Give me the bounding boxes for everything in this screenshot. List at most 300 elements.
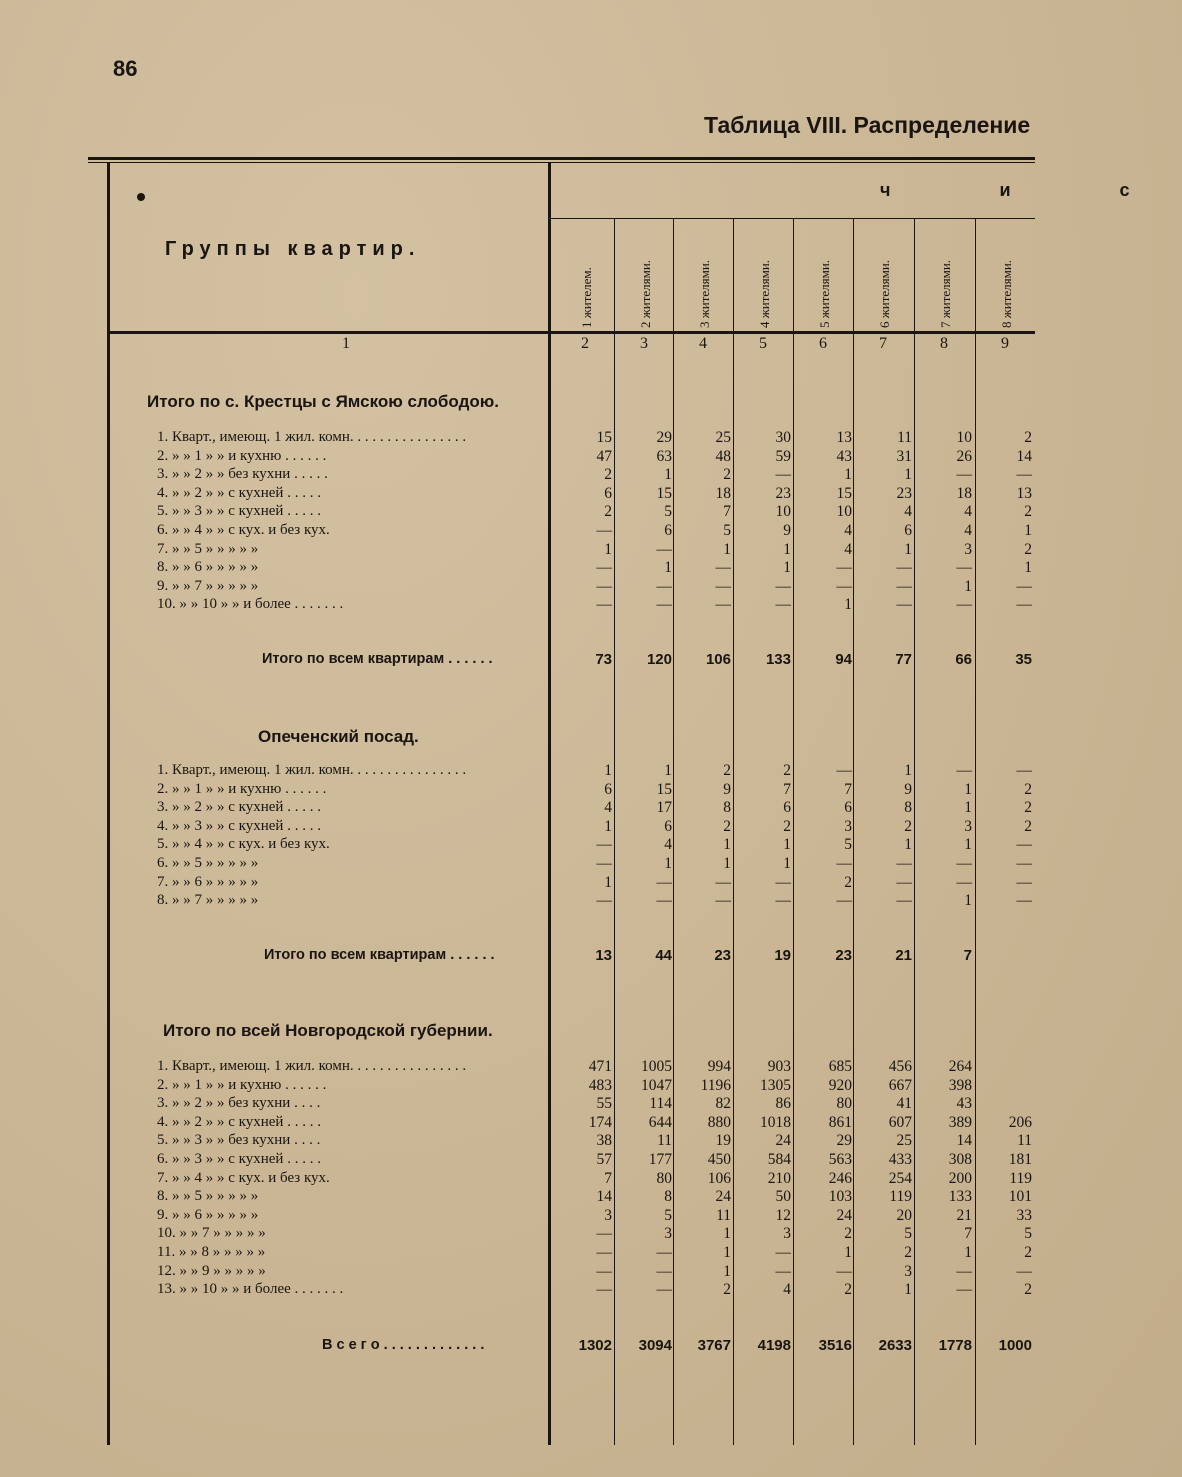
table-cell: — (956, 596, 972, 614)
table-cell: 7 (723, 503, 731, 521)
column-header-label: 3 жителями. (697, 259, 712, 328)
table-cell: 264 (948, 1058, 972, 1075)
table-cell: 11 (657, 1132, 672, 1150)
table-cell: 5 (664, 1206, 672, 1224)
table-cell: 1 (783, 540, 791, 558)
table-cell: 1305 (760, 1076, 791, 1094)
table-cell: 1 (723, 836, 731, 854)
top-rule-thin (88, 162, 1035, 163)
table-cell: 10 (956, 429, 972, 446)
table-cell: — (836, 892, 852, 910)
table-cell: — (956, 1281, 972, 1299)
column-header-label: 2 жителями. (638, 259, 653, 328)
table-cell: 2 (844, 1281, 852, 1299)
row-label: 8. » » 6 » » » » » (157, 559, 259, 576)
table-cell: 30 (775, 429, 791, 446)
table-cell: — (1016, 466, 1032, 484)
table-cell: — (656, 1281, 672, 1299)
table-cell: 86 (775, 1095, 791, 1113)
table-cell: 23 (775, 484, 791, 502)
column-number: 6 (819, 335, 827, 352)
total-cell: 7 (963, 947, 972, 964)
table-cell: 33 (1016, 1206, 1032, 1224)
column-number: 4 (699, 335, 707, 352)
table-cell: — (775, 873, 791, 891)
row-label: 8. » » 7 » » » » » (157, 892, 259, 909)
column-header (795, 228, 855, 328)
row-label: 4. » » 2 » » с кухней . . . . . (157, 1113, 321, 1130)
total-cell: 1302 (578, 1337, 612, 1354)
column-header (735, 228, 795, 328)
table-cell: 1 (964, 799, 972, 817)
table-cell: 2 (1024, 1244, 1032, 1261)
table-cell: 14 (1016, 447, 1032, 465)
table-cell: 43 (836, 447, 852, 465)
column-number: 5 (759, 335, 767, 352)
total-cell: 3094 (638, 1337, 672, 1354)
table-cell: — (596, 892, 612, 910)
table-cell: 471 (588, 1058, 612, 1075)
row-label: 8. » » 5 » » » » » (157, 1188, 259, 1205)
table-cell: 6 (664, 817, 672, 835)
table-cell: 1 (904, 762, 912, 779)
row-label: 3. » » 2 » » без кухни . . . . (157, 1095, 321, 1112)
table-cell: — (656, 540, 672, 558)
column-header (855, 228, 915, 328)
table-cell: — (956, 855, 972, 872)
table-cell: 29 (836, 1132, 852, 1150)
table-cell: — (836, 577, 852, 595)
table-cell: — (596, 1281, 612, 1299)
row-label: 4. » » 3 » » с кухней . . . . . (157, 817, 321, 834)
table-cell: 563 (828, 1151, 852, 1168)
table-cell: 1 (664, 762, 672, 779)
total-cell: 1778 (938, 1337, 972, 1354)
table-cell: 2 (723, 762, 731, 779)
table-cell: 55 (596, 1095, 612, 1113)
row-label: 4. » » 2 » » с кухней . . . . . (157, 484, 321, 501)
total-cell: 13 (595, 947, 612, 964)
table-cell: 1 (844, 596, 852, 614)
total-cell: 21 (895, 947, 912, 964)
top-rule-thick (88, 157, 1035, 160)
row-label: 1. Кварт., имеющ. 1 жил. комн. . . . . . . . . . . . . . . . (157, 1058, 467, 1074)
page-number: 86 (113, 56, 138, 81)
table-cell: — (656, 1262, 672, 1280)
table-cell: 1 (604, 817, 612, 835)
table-cell: 920 (828, 1076, 852, 1094)
table-cell: — (596, 1262, 612, 1280)
table-cell: — (775, 577, 791, 595)
table-cell: 13 (836, 429, 852, 446)
table-cell: 19 (715, 1132, 731, 1150)
table-cell: 2 (904, 1244, 912, 1261)
table-cell: — (596, 1244, 612, 1261)
table-cell: 1005 (641, 1058, 672, 1075)
row-label: 5. » » 4 » » с кух. и без кух. (157, 836, 330, 853)
total-cell: 44 (655, 947, 672, 964)
table-cell: 181 (1008, 1151, 1032, 1168)
table-cell: 29 (656, 429, 672, 446)
table-cell: 861 (828, 1113, 852, 1131)
total-cell: 106 (705, 651, 731, 668)
row-label: 7. » » 5 » » » » » (157, 540, 259, 557)
table-cell: 1 (1024, 522, 1032, 539)
total-cell: 4198 (757, 1337, 791, 1354)
table-cell: 1 (783, 855, 791, 872)
table-cell: — (1016, 836, 1032, 854)
table-cell: 206 (1008, 1113, 1032, 1131)
row-label: 11. » » 8 » » » » » (157, 1244, 266, 1260)
total-label: Итого по всем квартирам . . . . . . (264, 947, 495, 963)
table-cell: 8 (664, 1188, 672, 1206)
table-cell: 2 (1024, 540, 1032, 558)
column-header-label: 6 жителями. (877, 259, 892, 328)
row-label: 2. » » 1 » » и кухню . . . . . . (157, 780, 327, 797)
row-label: 2. » » 1 » » и кухню . . . . . . (157, 447, 327, 464)
table-cell: 4 (904, 503, 912, 521)
table-cell: 1 (844, 466, 852, 484)
table-cell: — (596, 577, 612, 595)
table-cell: 994 (707, 1058, 731, 1075)
table-cell: — (896, 596, 912, 614)
table-cell: 644 (648, 1113, 672, 1131)
table-cell: 254 (888, 1169, 912, 1187)
table-cell: 5 (664, 503, 672, 521)
table-cell: — (956, 466, 972, 484)
table-cell: — (896, 577, 912, 595)
table-cell: 24 (836, 1206, 852, 1224)
table-cell: 7 (964, 1225, 972, 1243)
table-cell: 15 (656, 484, 672, 502)
table-cell: 23 (896, 484, 912, 502)
table-cell: — (596, 596, 612, 614)
table-cell: 2 (604, 503, 612, 521)
table-cell: 389 (948, 1113, 972, 1131)
total-cell: 23 (714, 947, 731, 964)
column-header (616, 228, 676, 328)
table-cell: 1 (723, 855, 731, 872)
table-cell: — (715, 559, 731, 577)
total-cell: 120 (646, 651, 672, 668)
table-cell: 2 (1024, 429, 1032, 446)
table-cell: 7 (604, 1169, 612, 1187)
table-cell: 4 (964, 503, 972, 521)
table-cell: 31 (896, 447, 912, 465)
table-cell: — (596, 522, 612, 539)
table-cell: 25 (715, 429, 731, 446)
total-cell: 1000 (998, 1337, 1032, 1354)
table-cell: 8 (904, 799, 912, 817)
table-cell: 101 (1008, 1188, 1032, 1206)
total-cell: 2633 (878, 1337, 912, 1354)
table-cell: 308 (948, 1151, 972, 1168)
table-cell: 4 (844, 522, 852, 539)
table-cell: 1 (723, 1244, 731, 1261)
table-cell: 5 (723, 522, 731, 539)
table-cell: — (896, 892, 912, 910)
table-cell: — (715, 873, 731, 891)
row-label: 12. » » 9 » » » » » (157, 1262, 266, 1279)
total-cell: 133 (765, 651, 791, 668)
table-cell: 18 (715, 484, 731, 502)
column-header (675, 228, 735, 328)
table-cell: 1 (1024, 559, 1032, 577)
table-cell: — (656, 1244, 672, 1261)
header-bottom-rule (110, 331, 1035, 334)
row-label: 6. » » 5 » » » » » (157, 855, 259, 871)
table-cell: 903 (767, 1058, 791, 1075)
table-cell: 24 (715, 1188, 731, 1206)
table-cell: 6 (783, 799, 791, 817)
table-cell: 5 (1024, 1225, 1032, 1243)
table-cell: 1047 (641, 1076, 672, 1094)
column-header-label: 5 жителями. (817, 259, 832, 328)
table-cell: 2 (844, 1225, 852, 1243)
row-label: 6. » » 3 » » с кухней . . . . . (157, 1151, 321, 1167)
table-cell: 10 (775, 503, 791, 521)
table-cell: — (656, 577, 672, 595)
section-title: Итого по с. Крестцы с Ямскою слободою. (147, 392, 500, 411)
table-cell: — (596, 855, 612, 872)
row-label: 3. » » 2 » » без кухни . . . . . (157, 466, 328, 483)
row-label: 10. » » 10 » » и более . . . . . . . (157, 596, 344, 613)
table-cell: 133 (948, 1188, 972, 1206)
table-cell: — (1016, 577, 1032, 595)
table-cell: 3 (904, 1262, 912, 1280)
table-cell: 9 (723, 780, 731, 798)
table-cell: 4 (604, 799, 612, 817)
table-cell: 2 (844, 873, 852, 891)
table-cell: 48 (715, 447, 731, 465)
label-column-divider (548, 163, 551, 1445)
table-cell: 50 (775, 1188, 791, 1206)
table-cell: 1 (723, 1225, 731, 1243)
row-label: 9. » » 6 » » » » » (157, 1206, 259, 1223)
table-cell: 667 (888, 1076, 912, 1094)
table-cell: 3 (604, 1206, 612, 1224)
table-cell: — (715, 596, 731, 614)
table-cell: 38 (596, 1132, 612, 1150)
table-cell: 59 (775, 447, 791, 465)
table-cell: 119 (1009, 1169, 1032, 1187)
table-cell: 1 (964, 892, 972, 910)
table-cell: 47 (596, 447, 612, 465)
total-cell: 73 (595, 651, 612, 668)
table-cell: — (1016, 762, 1032, 779)
table-cell: 43 (956, 1095, 972, 1113)
table-cell: 1 (664, 855, 672, 872)
total-cell: 19 (774, 947, 791, 964)
table-cell: 5 (844, 836, 852, 854)
table-cell: 4 (964, 522, 972, 539)
table-cell: 1 (964, 577, 972, 595)
table-cell: 1 (844, 1244, 852, 1261)
row-label: 2. » » 1 » » и кухню . . . . . . (157, 1076, 327, 1093)
total-cell: 66 (955, 651, 972, 668)
column-number: 7 (879, 335, 887, 352)
table-cell: 2 (783, 762, 791, 779)
row-label: 7. » » 6 » » » » » (157, 873, 259, 890)
row-label: 5. » » 3 » » без кухни . . . . (157, 1132, 321, 1149)
section-title: Итого по всей Новгородской губернии. (163, 1021, 493, 1040)
row-label: 1. Кварт., имеющ. 1 жил. комн. . . . . . . . . . . . . . . . (157, 762, 467, 778)
row-label: 13. » » 10 » » и более . . . . . . . (157, 1281, 344, 1298)
column-header-label: 1 жителем. (579, 267, 594, 328)
table-cell: 20 (896, 1206, 912, 1224)
column-header-label: 4 жителями. (757, 259, 772, 328)
table-cell: 456 (888, 1058, 912, 1075)
table-cell: 11 (1017, 1132, 1032, 1150)
table-cell: — (656, 873, 672, 891)
column-number: 2 (581, 335, 589, 352)
table-cell: 2 (723, 1281, 731, 1299)
table-cell: 433 (888, 1151, 912, 1168)
table-cell: — (1016, 892, 1032, 910)
table-cell: 3 (783, 1225, 791, 1243)
table-cell: 14 (956, 1132, 972, 1150)
column-number: 1 (342, 335, 350, 352)
table-cell: 1 (964, 836, 972, 854)
section-title: Опеченский посад. (258, 727, 419, 746)
table-cell: — (715, 892, 731, 910)
table-cell: 685 (828, 1058, 852, 1075)
table-cell: 1 (783, 559, 791, 577)
table-cell: 7 (844, 780, 852, 798)
column-number: 3 (640, 335, 648, 352)
table-cell: — (775, 466, 791, 484)
table-cell: — (956, 873, 972, 891)
table-cell: — (775, 1244, 791, 1261)
table-cell: 106 (707, 1169, 731, 1187)
table-cell: 17 (656, 799, 672, 817)
table-cell: 119 (889, 1188, 912, 1206)
table-cell: 607 (888, 1113, 912, 1131)
table-cell: 25 (896, 1132, 912, 1150)
table-cell: 15 (596, 429, 612, 446)
table-cell: 450 (707, 1151, 731, 1168)
row-label: 5. » » 3 » » с кухней . . . . . (157, 503, 321, 520)
table-cell: 246 (828, 1169, 852, 1187)
table-cell: 1 (904, 836, 912, 854)
table-cell: — (656, 892, 672, 910)
table-cell: 2 (904, 817, 912, 835)
table-title: Таблица VIII. Распределение (704, 112, 1031, 138)
column-header-label: 7 жителями. (938, 259, 953, 328)
occupancy-header: ч и с (880, 180, 1182, 200)
table-cell: 4 (664, 836, 672, 854)
column-header (916, 228, 976, 328)
table-cell: — (836, 559, 852, 577)
table-cell: 11 (716, 1206, 731, 1224)
row-label: 6. » » 4 » » с кух. и без кух. (157, 522, 330, 538)
table-cell: 200 (948, 1169, 972, 1187)
table-cell: 13 (1016, 484, 1032, 502)
total-cell: 3767 (697, 1337, 731, 1354)
table-cell: 2 (604, 466, 612, 484)
column-header-label: 8 жителями. (999, 259, 1014, 328)
row-label: 9. » » 7 » » » » » (157, 577, 259, 594)
table-cell: 1 (964, 1244, 972, 1261)
total-label: В с е г о . . . . . . . . . . . . . (322, 1337, 485, 1353)
row-label: 7. » » 4 » » с кух. и без кух. (157, 1169, 330, 1186)
table-cell: 18 (956, 484, 972, 502)
table-cell: 210 (767, 1169, 791, 1187)
table-cell: — (715, 577, 731, 595)
table-cell: 6 (604, 484, 612, 502)
table-cell: — (596, 559, 612, 577)
table-cell: — (896, 559, 912, 577)
table-cell: 6 (604, 780, 612, 798)
table-cell: 1 (604, 762, 612, 779)
table-cell: 1 (904, 1281, 912, 1299)
total-cell: 3516 (818, 1337, 852, 1354)
table-cell: 6 (664, 522, 672, 539)
table-cell: 1 (604, 540, 612, 558)
total-cell: 94 (835, 651, 852, 668)
table-cell: 880 (707, 1113, 731, 1131)
table-cell: 26 (956, 447, 972, 465)
table-cell: — (775, 596, 791, 614)
table-cell: — (896, 873, 912, 891)
table-cell: — (1016, 596, 1032, 614)
table-cell: 398 (948, 1076, 972, 1094)
table-cell: 6 (904, 522, 912, 539)
table-cell: — (1016, 1262, 1032, 1280)
table-cell: 1 (723, 540, 731, 558)
table-cell: 5 (904, 1225, 912, 1243)
table-cell: 3 (844, 817, 852, 835)
table-cell: 2 (1024, 503, 1032, 521)
table-cell: 3 (664, 1225, 672, 1243)
table-cell: — (596, 1225, 612, 1243)
table-cell: — (775, 892, 791, 910)
table-cell: 1 (664, 466, 672, 484)
row-label: 1. Кварт., имеющ. 1 жил. комн. . . . . . . . . . . . . . . . (157, 429, 467, 445)
table-cell: — (836, 762, 852, 779)
table-cell: 10 (836, 503, 852, 521)
table-cell: — (956, 1262, 972, 1280)
table-cell: 103 (828, 1188, 852, 1206)
table-cell: 177 (648, 1151, 672, 1168)
table-cell: 9 (783, 522, 791, 539)
table-cell: — (836, 1262, 852, 1280)
table-cell: — (775, 1262, 791, 1280)
table-cell: 21 (956, 1206, 972, 1224)
table-cell: 80 (656, 1169, 672, 1187)
table-cell: 4 (783, 1281, 791, 1299)
table-cell: 1 (604, 873, 612, 891)
column-header (557, 228, 617, 328)
table-cell: 9 (904, 780, 912, 798)
column-number: 9 (1001, 335, 1009, 352)
table-cell: 3 (964, 817, 972, 835)
table-cell: — (896, 855, 912, 872)
table-cell: 584 (767, 1151, 791, 1168)
table-cell: 1 (783, 836, 791, 854)
table-cell: 2 (1024, 817, 1032, 835)
table-cell: 1 (904, 466, 912, 484)
table-cell: — (596, 836, 612, 854)
column-number: 8 (940, 335, 948, 352)
column-header (977, 228, 1037, 328)
table-cell: 7 (783, 780, 791, 798)
table-cell: 82 (715, 1095, 731, 1113)
table-cell: 14 (596, 1188, 612, 1206)
total-label: Итого по всем квартирам . . . . . . (262, 651, 493, 667)
table-cell: 11 (897, 429, 912, 446)
total-cell: 77 (895, 651, 912, 668)
